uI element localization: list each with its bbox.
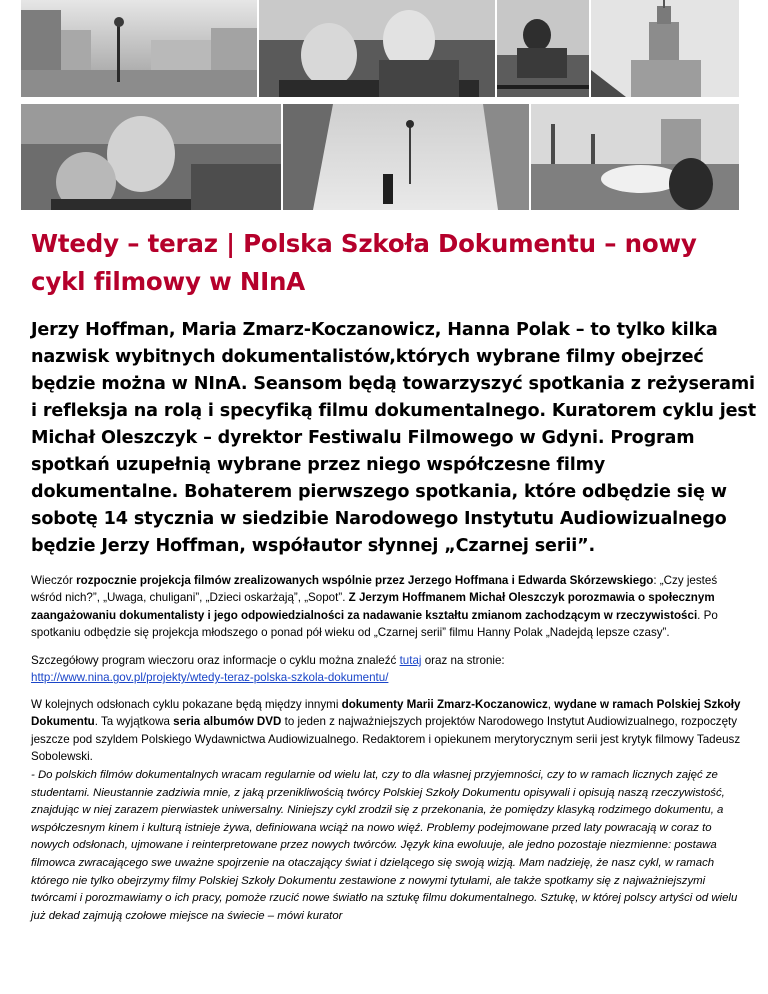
link-nina-website[interactable]: http://www.nina.gov.pl/projekty/wtedy-teraz-polska-szkola-dokumentu/ xyxy=(31,671,389,685)
curator-quote: - Do polskich filmów dokumentalnych wracam regularnie od wielu lat, czy to dla własnej przyjemności, czy to w ramach licznych zajęć ze studentami. Nieustannie zadziwia mnie, z jaką przenikliwością twórcy Polskiej Szkoły Dokumentu opisywali i opisują naszą rzeczywistość, znajdując w niej zarazem pierwiastek uniwersalny. Niniejszy cykl zrodził się z przekonania, że pomiędzy klasyką rodzimego dokumentu, a współczesnym kinem i kulturą istnieje żywa, definiowana wciąż na nowo więź. Problemy podejmowane przed laty powracają w coraz to nowych odsłonach, ujmowane i reinterpretowane przez nowych twórców. Język kina ewoluuje, ale jedno pozostaje niezmienne: postawa filmowca zwracającego swe uważne spojrzenie na otaczający świat i dzielącego się swoją wizją. Mam nadzieję, że nasz cykl, w ramach którego nie tylko obejrzymy filmy Polskiej Szkoły Dokumentu zestawione z nowymi tytułami, ale także spotkamy się z najważniejszymi twórcami i porozmawiamy o ich pracy, pomoże rzucić nowe światło na sztukę filmu dokumentalnego. Sztukę, w której polscy artyści od wielu już dekad zajmują czołowe miejsce na świecie – mówi kurator xyxy=(31,769,738,922)
paragraph-info-links: Szczegółowy program wieczoru oraz informacje o cyklu można znaleźć tutaj oraz na stronie: http://www.nina.gov.pl/projekty/wtedy-teraz-polska-szkola-dokumentu/ xyxy=(31,654,505,685)
article-lead: Jerzy Hoffman, Maria Zmarz-Koczanowicz, Hanna Polak – to tylko kilka nazwisk wybitnych dokumentalistów,których wybrane filmy obejrzeć będzie można w NInA. Seansom będą towarzyszyć spotkania z reżyserami i refleksja na rolą i specyfiką filmu dokumentalnego. Kuratorem cyklu jest Michał Oleszczyk – dyrektor Festiwalu Filmowego w Gdyni. Program spotkań uzupełnią wybrane przez niego współczesne filmy dokumentalne. Bohaterem pierwszego spotkania, które odbędzie się w sobotę 14 stycznia w siedzibie Narodowego Instytutu Audiowizualnego będzie Jerzy Hoffman, współautor słynnej „Czarnej serii”. xyxy=(31,320,756,556)
photo-street-lamp xyxy=(283,104,529,210)
photo-industrial-smoke xyxy=(531,104,739,210)
photo-palace-of-culture xyxy=(591,0,739,97)
photo-collage xyxy=(21,0,739,210)
link-tutaj[interactable]: tutaj xyxy=(399,654,422,667)
paragraph-series: W kolejnych odsłonach cyklu pokazane będą między innymi dokumenty Marii Zmarz-Koczanowicz, wydane w ramach Polskiej Szkoły Dokumentu. Ta wyjątkowa seria albumów DVD to jeden z najważniejszych projektów Narodowego Instytut Audiowizualnego, rozpoczęty jeszcze pod szyldem Polskiego Wydawnictwa Audiowizualnego. Redaktorem i opiekunem merytorycznym serii jest krytyk filmowy Tadeusz Sobolewski. xyxy=(31,698,741,763)
article-title: Wtedy – teraz | Polska Szkoła Dokumentu – nowy cykl filmowy w NInA xyxy=(31,229,697,296)
photo-children-portrait xyxy=(259,0,495,97)
photo-city-street xyxy=(21,0,257,97)
paragraph-program: Wieczór rozpocznie projekcja filmów zrealizowanych wspólnie przez Jerzego Hoffmana i Edwarda Skórzewskiego: „Czy jesteś wśród nich?”, „Uwaga, chuligani”, „Dzieci oskarżają”, „Sopot”. Z Jerzym Hoffmanem Michał Oleszczyk porozmawia o społecznym zaangażowaniu dokumentalisty i jego odpowiedzialności za nadawanie kształtu zmianom zachodzącym w rzeczywistości. Po spotkaniu odbędzie się projekcja młodszego o ponad pół wieku od „Czarnej serii” filmu Hanny Polak „Nadejdą lepsze czasy”. xyxy=(31,574,718,639)
photo-two-people xyxy=(21,104,281,210)
photo-man-leaning xyxy=(497,0,589,97)
